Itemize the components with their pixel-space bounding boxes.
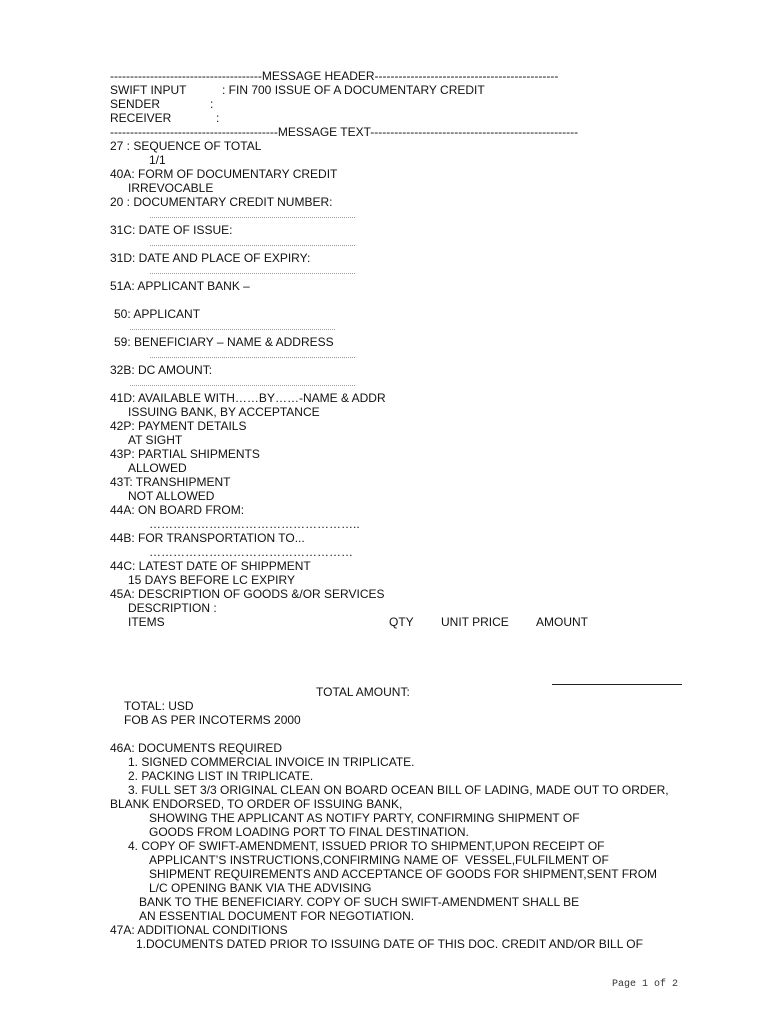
goods-col-unit-price: UNIT PRICE [441,615,509,629]
field-41d-label: 41D: AVAILABLE WITH……BY……-NAME & ADDR [110,391,386,405]
field-43t-label: 43T: TRANSHIPMENT [110,475,231,489]
receiver-label: RECEIVER [110,111,172,125]
field-20-label: 20 : DOCUMENTARY CREDIT NUMBER: [110,195,333,209]
message-header-divider: --------------------------------------MESSAGE HEADER---------------------------------------------- [110,69,559,83]
swift-input-label: SWIFT INPUT [110,83,187,97]
document-item-3: 3. FULL SET 3/3 ORIGINAL CLEAN ON BOARD OCEAN BILL OF LADING, MADE OUT TO ORDER, [128,783,669,797]
field-44b-value: …………………………………………… [149,545,353,559]
goods-col-items: ITEMS [128,615,165,629]
document-item-4: 4. COPY OF SWIFT-AMENDMENT, ISSUED PRIOR TO SHIPMENT,UPON RECEIPT OF [128,839,605,853]
field-20-blank [150,217,355,218]
page-number: Page 1 of 2 [612,979,679,990]
field-45a-label: 45A: DESCRIPTION OF GOODS &/OR SERVICES [110,587,385,601]
field-40a-value: IRREVOCABLE [128,181,214,195]
field-42p-value: AT SIGHT [128,433,183,447]
field-31d-blank [150,273,355,274]
field-44a-label: 44A: ON BOARD FROM: [110,503,245,517]
receiver-value: : [216,111,220,125]
field-44c-value: 15 DAYS BEFORE LC EXPIRY [128,573,295,587]
document-item-4-cont: SHIPMENT REQUIREMENTS AND ACCEPTANCE OF GOODS FOR SHIPMENT,SENT FROM [149,867,658,881]
field-46a-label: 46A: DOCUMENTS REQUIRED [110,741,283,755]
field-45a-description: DESCRIPTION : [128,601,217,615]
field-42p-label: 42P: PAYMENT DETAILS [110,419,247,433]
document-item-3-cont: BLANK ENDORSED, TO ORDER OF ISSUING BANK, [110,797,403,811]
document-item-3-cont: GOODS FROM LOADING PORT TO FINAL DESTINATION. [149,825,469,839]
field-27-label: 27 : SEQUENCE OF TOTAL [110,139,262,153]
message-text-divider: ------------------------------------------MESSAGE TEXT---------------------------------------------------- [110,125,579,139]
total-usd-label: TOTAL: USD [124,699,194,713]
field-44c-label: 44C: LATEST DATE OF SHIPPMENT [110,559,311,573]
field-50-label: 50: APPLICANT [114,307,201,321]
document-item-2: 2. PACKING LIST IN TRIPLICATE. [128,769,314,783]
field-32b-blank [130,385,355,386]
swift-input-value: : FIN 700 ISSUE OF A DOCUMENTARY CREDIT [222,83,485,97]
document-item-4-cont: L/C OPENING BANK VIA THE ADVISING [149,881,372,895]
field-43p-value: ALLOWED [128,461,187,475]
field-43p-label: 43P: PARTIAL SHIPMENTS [110,447,260,461]
sender-value: : [210,97,214,111]
field-59-blank [150,357,355,358]
field-31c-label: 31C: DATE OF ISSUE: [110,223,233,237]
document-item-1: 1. SIGNED COMMERCIAL INVOICE IN TRIPLICATE. [128,755,415,769]
field-40a-label: 40A: FORM OF DOCUMENTARY CREDIT [110,167,338,181]
document-item-4-cont: APPLICANT’S INSTRUCTIONS,CONFIRMING NAME OF VESSEL,FULFILMENT OF [149,853,609,867]
sender-label: SENDER [110,97,161,111]
goods-col-qty: QTY [389,615,414,629]
field-41d-value: ISSUING BANK, BY ACCEPTANCE [128,405,320,419]
incoterms-line: FOB AS PER INCOTERMS 2000 [124,713,301,727]
document-item-3-cont: SHOWING THE APPLICANT AS NOTIFY PARTY, CONFIRMING SHIPMENT OF [149,811,580,825]
total-amount-rule [552,684,682,685]
field-27-value: 1/1 [149,153,166,167]
field-44b-label: 44B: FOR TRANSPORTATION TO... [110,531,305,545]
field-31c-blank [150,245,355,246]
condition-item-1: 1.DOCUMENTS DATED PRIOR TO ISSUING DATE OF THIS DOC. CREDIT AND/OR BILL OF [136,937,643,951]
field-44a-value: …………………………………………….. [149,517,360,531]
field-31d-label: 31D: DATE AND PLACE OF EXPIRY: [110,251,311,265]
field-51a-label: 51A: APPLICANT BANK – [110,279,250,293]
document-item-4-cont: BANK TO THE BENEFICIARY. COPY OF SUCH SWIFT-AMENDMENT SHALL BE [139,895,580,909]
total-amount-label: TOTAL AMOUNT: [316,685,410,699]
field-50-blank [130,329,335,330]
field-47a-label: 47A: ADDITIONAL CONDITIONS [110,923,288,937]
goods-col-amount: AMOUNT [536,615,588,629]
field-43t-value: NOT ALLOWED [128,489,215,503]
document-item-4-cont: AN ESSENTIAL DOCUMENT FOR NEGOTIATION. [139,909,415,923]
field-59-label: 59: BENEFICIARY – NAME & ADDRESS [114,335,334,349]
field-32b-label: 32B: DC AMOUNT: [110,363,213,377]
